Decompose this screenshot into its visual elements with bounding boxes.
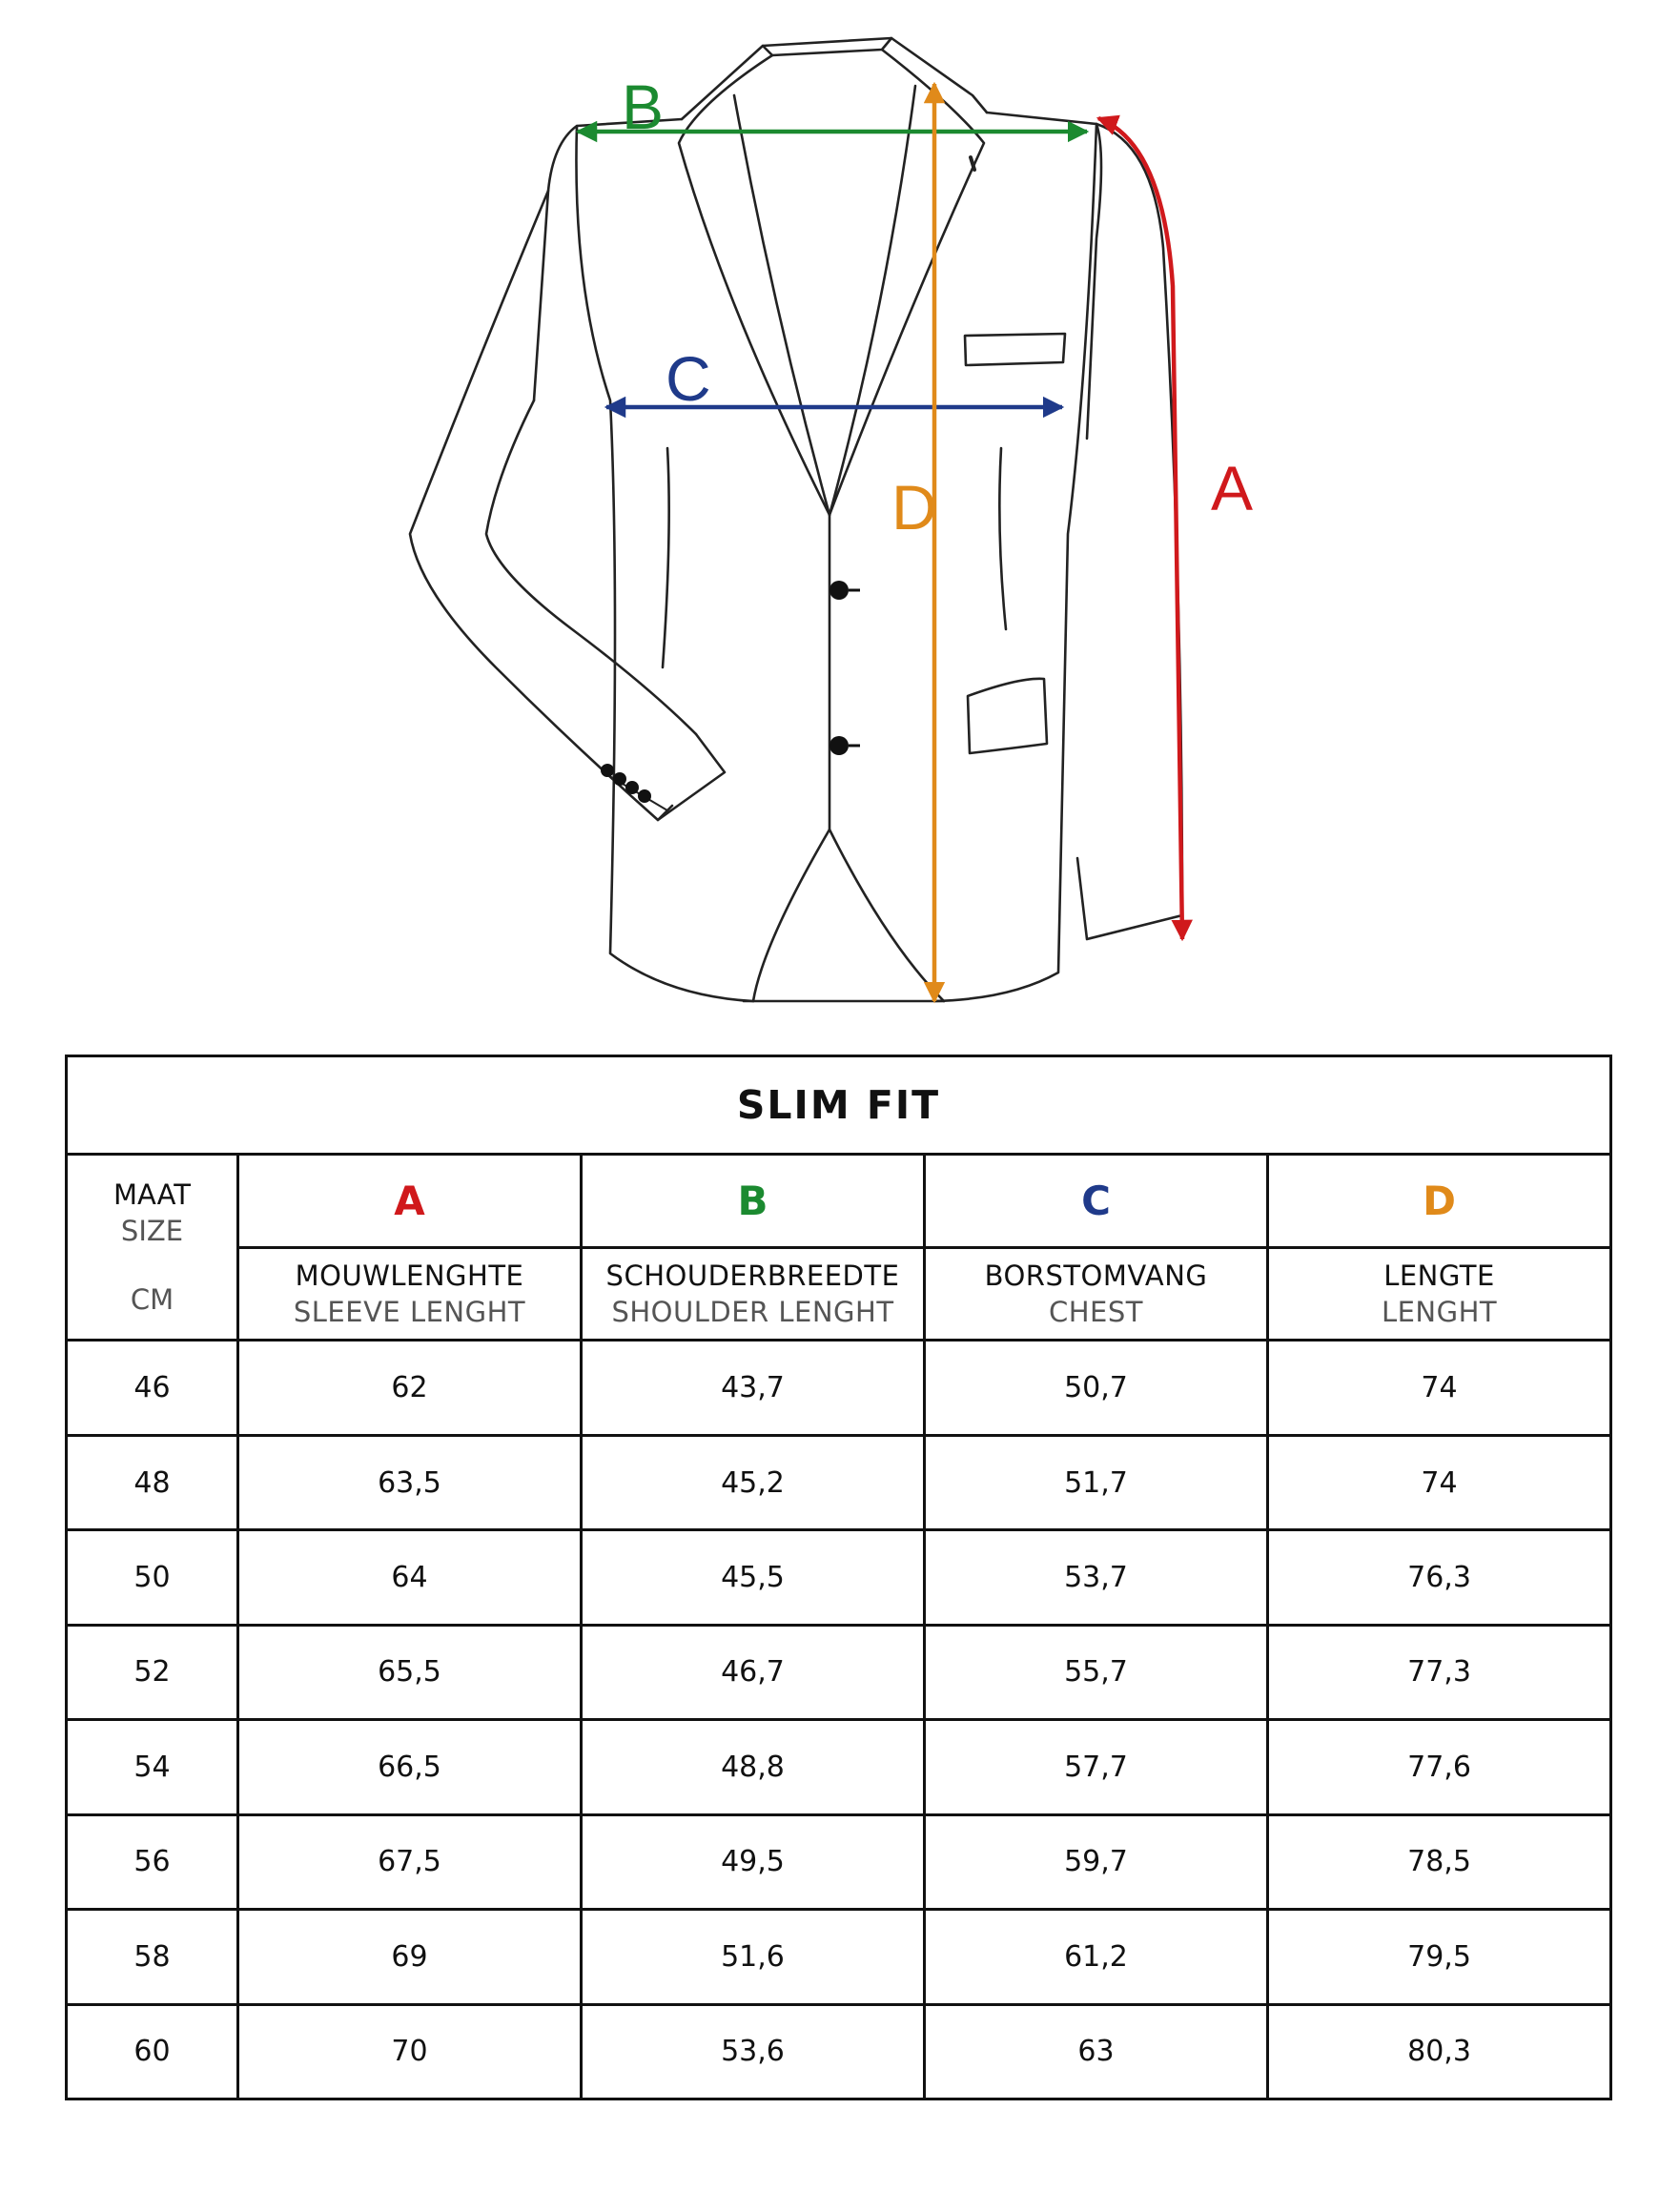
measure-label-a: A bbox=[1211, 453, 1254, 523]
column-desc-en: SLEEVE LENGHT bbox=[293, 1296, 526, 1329]
length-cell: 74 bbox=[1268, 1435, 1611, 1529]
size-cell: 58 bbox=[67, 1910, 238, 2004]
table-title: SLIM FIT bbox=[67, 1056, 1611, 1155]
cuff-button bbox=[613, 772, 626, 786]
column-desc-en: SHOULDER LENGHT bbox=[611, 1296, 894, 1329]
size-cell: 50 bbox=[67, 1530, 238, 1625]
measure-label-b: B bbox=[622, 72, 665, 142]
sleeve-cell: 70 bbox=[238, 2004, 582, 2099]
front-button-top bbox=[830, 581, 849, 600]
length-cell: 76,3 bbox=[1268, 1530, 1611, 1625]
size-cell: 46 bbox=[67, 1341, 238, 1435]
sleeve-cell: 69 bbox=[238, 1910, 582, 2004]
column-desc-nl: SCHOUDERBREEDTE bbox=[605, 1260, 900, 1293]
size-header-cell bbox=[67, 1155, 238, 1341]
shoulder-cell: 45,2 bbox=[582, 1435, 925, 1529]
chest-cell: 53,7 bbox=[925, 1530, 1268, 1625]
cuff-button bbox=[625, 781, 639, 794]
chest-cell: 55,7 bbox=[925, 1625, 1268, 1719]
measure-line-a bbox=[1098, 118, 1182, 939]
length-cell: 78,5 bbox=[1268, 1814, 1611, 1909]
table-row bbox=[67, 1910, 1611, 2004]
size-cell: 48 bbox=[67, 1435, 238, 1529]
table-row bbox=[67, 1435, 1611, 1529]
shoulder-cell: 43,7 bbox=[582, 1341, 925, 1435]
chest-cell: 63 bbox=[925, 2004, 1268, 2099]
front-button-bottom bbox=[830, 736, 849, 755]
shoulder-cell: 53,6 bbox=[582, 2004, 925, 2099]
length-cell: 77,3 bbox=[1268, 1625, 1611, 1719]
sleeve-cell: 64 bbox=[238, 1530, 582, 1625]
table-row bbox=[67, 1720, 1611, 1814]
size-chart-table bbox=[65, 1055, 1609, 2100]
size-header-maat: MAAT bbox=[113, 1178, 191, 1212]
column-desc-c bbox=[925, 1247, 1268, 1340]
column-desc-nl: LENGTE bbox=[1383, 1260, 1495, 1293]
shoulder-cell: 45,5 bbox=[582, 1530, 925, 1625]
chest-cell: 61,2 bbox=[925, 1910, 1268, 2004]
size-header-size: SIZE bbox=[120, 1215, 184, 1248]
sleeve-cell: 65,5 bbox=[238, 1625, 582, 1719]
column-letter-b: B bbox=[582, 1155, 925, 1247]
column-desc-d bbox=[1268, 1247, 1611, 1340]
size-cell: 56 bbox=[67, 1814, 238, 1909]
chest-cell: 51,7 bbox=[925, 1435, 1268, 1529]
table-row bbox=[67, 1814, 1611, 1909]
size-cell: 60 bbox=[67, 2004, 238, 2099]
column-letter-a: A bbox=[238, 1155, 582, 1247]
shoulder-cell: 49,5 bbox=[582, 1814, 925, 1909]
jacket-buttons bbox=[601, 581, 860, 803]
size-header-unit: CM bbox=[130, 1283, 174, 1317]
column-letter-c: C bbox=[925, 1155, 1268, 1247]
length-cell: 77,6 bbox=[1268, 1720, 1611, 1814]
column-desc-b bbox=[582, 1247, 925, 1340]
jacket-outline bbox=[410, 38, 1182, 1001]
table-row bbox=[67, 1625, 1611, 1719]
measure-label-d: D bbox=[891, 472, 937, 543]
cuff-button bbox=[638, 789, 651, 803]
cuff-button bbox=[601, 764, 614, 777]
measure-label-c: C bbox=[666, 343, 711, 414]
table-row bbox=[67, 2004, 1611, 2099]
chest-cell: 59,7 bbox=[925, 1814, 1268, 1909]
chest-cell: 50,7 bbox=[925, 1341, 1268, 1435]
column-desc-en: LENGHT bbox=[1381, 1296, 1498, 1329]
column-desc-nl: MOUWLENGHTE bbox=[295, 1260, 524, 1293]
sleeve-cell: 62 bbox=[238, 1341, 582, 1435]
sleeve-cell: 67,5 bbox=[238, 1814, 582, 1909]
shoulder-cell: 48,8 bbox=[582, 1720, 925, 1814]
sleeve-cell: 63,5 bbox=[238, 1435, 582, 1529]
sleeve-cell: 66,5 bbox=[238, 1720, 582, 1814]
shoulder-cell: 51,6 bbox=[582, 1910, 925, 2004]
length-cell: 74 bbox=[1268, 1341, 1611, 1435]
table-row bbox=[67, 1530, 1611, 1625]
column-desc-en: CHEST bbox=[1048, 1296, 1143, 1329]
length-cell: 80,3 bbox=[1268, 2004, 1611, 2099]
column-letter-d: D bbox=[1268, 1155, 1611, 1247]
jacket-diagram bbox=[0, 0, 1659, 1030]
length-cell: 79,5 bbox=[1268, 1910, 1611, 2004]
column-desc-a bbox=[238, 1247, 582, 1340]
size-cell: 52 bbox=[67, 1625, 238, 1719]
table-row bbox=[67, 1341, 1611, 1435]
shoulder-cell: 46,7 bbox=[582, 1625, 925, 1719]
column-desc-nl: BORSTOMVANG bbox=[984, 1260, 1208, 1293]
size-cell: 54 bbox=[67, 1720, 238, 1814]
chest-cell: 57,7 bbox=[925, 1720, 1268, 1814]
